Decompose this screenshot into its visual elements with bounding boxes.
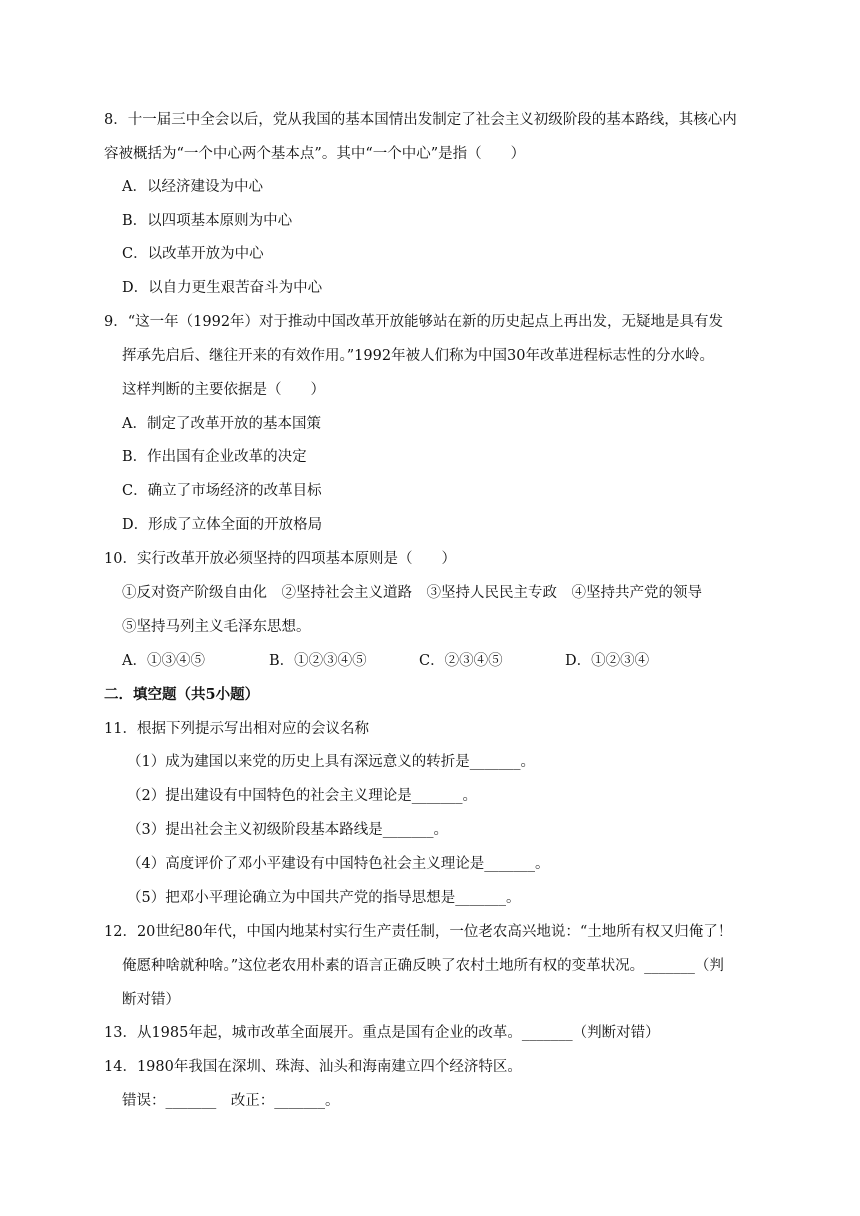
q12-stem-line1: 12．20世纪80年代，中国内地某村实行生产责任制，一位老农高兴地说：“土地所有权又归俺了！ xyxy=(104,924,733,940)
q10-option-d: D．①②③④ xyxy=(565,653,650,669)
q10-option-a: A．①③④⑤ xyxy=(122,653,205,669)
q10-option-c: C．②③④⑤ xyxy=(419,653,503,669)
q14-stem: 14．1980年我国在深圳、珠海、汕头和海南建立四个经济特区。 xyxy=(104,1059,522,1075)
q11-item-3: （3）提出社会主义初级阶段基本路线是_______。 xyxy=(127,822,448,838)
section-title: 二．填空题（共5小题） xyxy=(104,686,260,703)
q11-item-4: （4）高度评价了邓小平建设有中国特色社会主义理论是_______。 xyxy=(127,856,550,872)
q9-option-a: A．制定了改革开放的基本国策 xyxy=(122,416,321,432)
q9-option-d: D．形成了立体全面的开放格局 xyxy=(122,517,323,533)
q8-option-a: A．以经济建设为中心 xyxy=(122,179,263,195)
q9-stem-line1: 9．“这一年（1992年）对于推动中国改革开放能够站在新的历史起点上再出发，无疑地是具有发 xyxy=(104,314,724,330)
q9-option-b: B．作出国有企业改革的决定 xyxy=(122,449,307,465)
q10-stem-line3: ⑤坚持马列主义毛泽东思想。 xyxy=(122,619,311,635)
q8-option-b: B．以四项基本原则为中心 xyxy=(122,213,293,229)
q9-option-c: C．确立了市场经济的改革目标 xyxy=(122,483,322,499)
q10-stem-line1: 10．实行改革开放必须坚持的四项基本原则是（ ） xyxy=(104,551,456,567)
q8-stem-line2: 容被概括为“一个中心两个基本点”。其中“一个中心”是指（ ） xyxy=(104,146,526,162)
q9-stem-line3: 这样判断的主要依据是（ ） xyxy=(122,382,325,398)
q9-stem-line2: 挥承先启后、继往开来的有效作用。”1992年被人们称为中国30年改革进程标志性的分水岭。 xyxy=(122,348,715,364)
q8-option-c: C．以改革开放为中心 xyxy=(122,246,264,262)
q14-answer-line: 错误：_______ 改正：_______。 xyxy=(122,1093,340,1109)
q11-item-2: （2）提出建设有中国特色的社会主义理论是_______。 xyxy=(127,788,477,804)
q12-stem-line3: 断对错） xyxy=(122,992,180,1008)
q10-option-b: B．①②③④⑤ xyxy=(269,653,367,669)
q11-stem: 11．根据下列提示写出相对应的会议名称 xyxy=(104,721,369,737)
q11-item-1: （1）成为建国以来党的历史上具有深远意义的转折是_______。 xyxy=(127,754,535,770)
q10-stem-line2: ①反对资产阶级自由化 ②坚持社会主义道路 ③坚持人民民主专政 ④坚持共产党的领导 xyxy=(122,585,702,601)
q11-item-5: （5）把邓小平理论确立为中国共产党的指导思想是_______。 xyxy=(127,890,521,906)
q10-options-row xyxy=(122,651,762,671)
q8-stem-line1: 8．十一届三中全会以后，党从我国的基本国情出发制定了社会主义初级阶段的基本路线，其核心内 xyxy=(104,112,737,128)
q13-stem: 13．从1985年起，城市改革全面展开。重点是国有企业的改革。_______（判断对错） xyxy=(104,1025,660,1041)
q8-option-d: D．以自力更生艰苦奋斗为中心 xyxy=(122,280,323,296)
q12-stem-line2: 俺愿种啥就种啥。”这位老农用朴素的语言正确反映了农村土地所有权的变革状况。_______（判 xyxy=(122,958,724,974)
